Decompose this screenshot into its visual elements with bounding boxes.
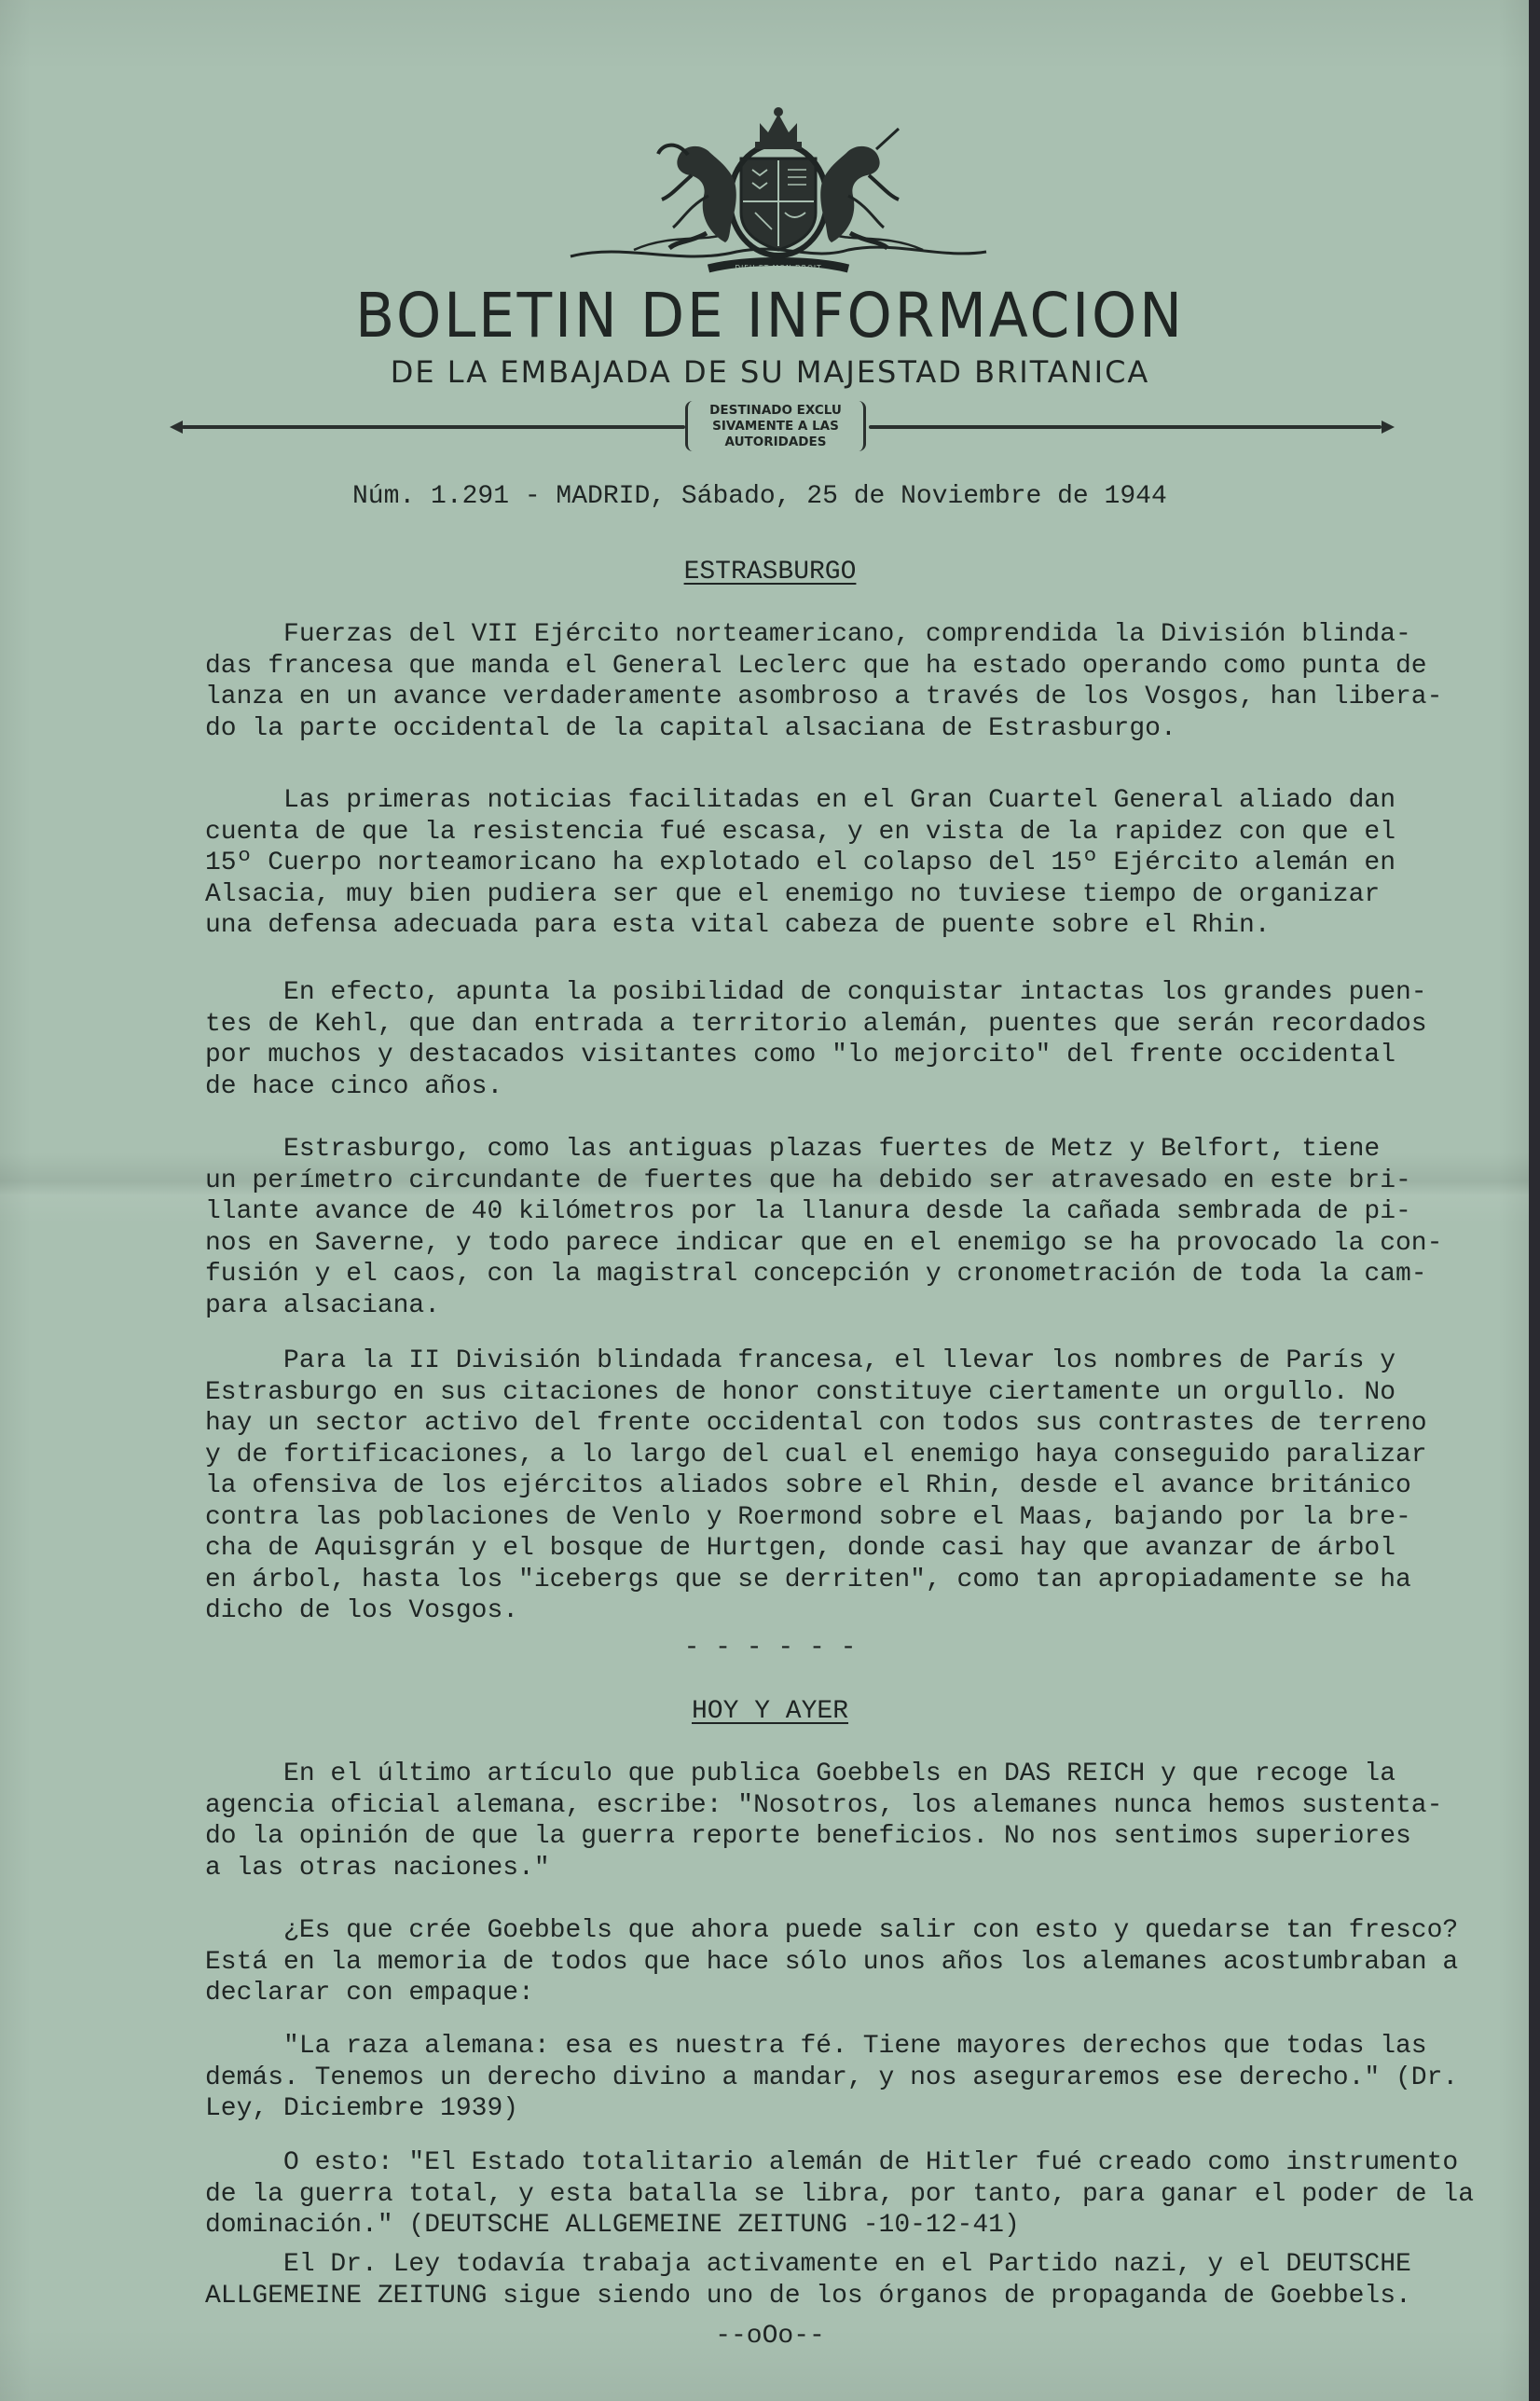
royal-coat-of-arms-icon [569,103,988,280]
text-line: llante avance de 40 kilómetros por la llanura desde la cañada sembrada de pi- [205,1197,1411,1226]
paragraph [205,1759,1443,1884]
distribution-note-line: AUTORIDADES [724,435,827,449]
masthead-rule-left [182,425,685,429]
text-line: a las otras naciones." [205,1853,550,1883]
text-line: cuenta de que la resistencia fué escasa, y en vista de la rapidez con que el [205,817,1396,847]
text-line: para alsaciana. [205,1290,441,1320]
text-line: de la guerra total, y esta batalla se libra, por tanto, para ganar el poder de la [205,2179,1475,2209]
text-line: lanza en un avance verdaderamente asombroso a través de los Vosgos, han libera- [205,683,1443,711]
text-line: nos en Saverne, y todo parece indicar que en el enemigo se ha provocado la con- [205,1228,1443,1258]
paragraph [205,785,1417,942]
distribution-note-line: SIVAMENTE A LAS [712,419,839,434]
text-line: agencia oficial alemana, escribe: "Nosotros, los alemanes nunca hemos sustenta- [205,1790,1443,1820]
text-line: demás. Tenemos un derecho divino a mandar, y nos aseguraremos ese derecho." (Dr. [205,2063,1459,2092]
text-line: En el último artículo que publica Goebbels en DAS REICH y que recoge la [205,1759,1396,1788]
text-line: de hace cinco años. [205,1071,503,1101]
text-line: declarar con empaque: [205,1979,534,2008]
text-line: dominación." (DEUTSCHE ALLGEMEINE ZEITUNG -10-12-41) [205,2211,1020,2240]
text-line: "La raza alemana: esa es nuestra fé. Tiene mayores derechos que todas las [205,2032,1427,2061]
dateline: Núm. 1.291 - MADRID, Sábado, 25 de Noviembre de 1944 [352,482,1167,511]
paragraph [205,2147,1475,2242]
text-line: do la opinión de que la guerra reporte beneficios. No nos sentimos superiores [205,1822,1411,1851]
paragraph [205,2249,1417,2311]
paragraph [205,619,1443,744]
paragraph [205,1345,1427,1627]
text-line: la ofensiva de los ejércitos aliados sobre el Rhin, desde el avance británico [205,1471,1411,1500]
text-line: Está en la memoria de todos que hace sólo unos años los alemanes acostumbraban a [205,1947,1459,1977]
text-line: por muchos y destacados visitantes como "lo mejorcito" del frente occidental [205,1041,1396,1069]
text-line: Estrasburgo, como las antiguas plazas fuertes de Metz y Belfort, tiene [205,1135,1381,1164]
text-line: y de fortificaciones, a lo largo del cual el enemigo haya conseguido paralizar [205,1440,1427,1470]
crest-motto: DIEU ET MON DROIT [735,264,822,272]
text-line: El Dr. Ley todavía trabaja activamente en el Partido nazi, y el DEUTSCHE [205,2250,1411,2279]
text-line: cha de Aquisgrán y el bosque de Hurtgen, donde casi hay que avanzar de árbol [205,1534,1396,1563]
distribution-note [685,401,866,451]
text-line: do la parte occidental de la capital alsaciana de Estrasburgo. [205,713,1176,743]
masthead-rule-right-tip [1382,421,1395,434]
text-line: ALLGEMEINE ZEITUNG sigue siendo uno de los órganos de propaganda de Goebbels. [205,2281,1411,2311]
text-line: Alsacia, muy bien pudiera ser que el enemigo no tuviese tiempo de organizar [205,879,1381,909]
text-line: Estrasburgo en sus citaciones de honor constituye ciertamente un orgullo. No [205,1377,1396,1407]
paragraph [205,2031,1459,2125]
text-line: contra las poblaciones de Venlo y Roermond sobre el Maas, bajando por la bre- [205,1502,1411,1532]
text-line: un perímetro circundante de fuertes que ha debido ser atravesado en este bri- [205,1166,1411,1195]
text-line: dicho de los Vosgos. [205,1596,519,1625]
text-line: En efecto, apunta la posibilidad de conquistar intactas los grandes puen- [205,978,1427,1007]
text-line: Las primeras noticias facilitadas en el Gran Cuartel General aliado dan [205,786,1396,815]
text-line: hay un sector activo del frente occidental con todos sus contrastes de terreno [205,1409,1427,1438]
masthead-rule-left-tip [170,421,183,434]
paragraph [205,977,1427,1102]
text-line: das francesa que manda el General Leclerc que ha estado operando como punta de [205,651,1427,681]
paragraph [205,1134,1443,1321]
section-separator: - - - - - - [683,1634,857,1663]
masthead-title: BOLETIN DE INFORMACION [355,280,1185,352]
end-mark: --oOo-- [715,2322,825,2351]
text-line: Para la II División blindada francesa, el llevar los nombres de París y [205,1346,1396,1375]
paragraph [205,1915,1459,2009]
text-line: Ley, Diciembre 1939) [205,2094,519,2123]
text-line: 15º Cuerpo norteamoricano ha explotado el colapso del 15º Ejército alemán en [205,849,1396,877]
text-line: Fuerzas del VII Ejército norteamericano, comprendida la División blinda- [205,620,1411,649]
masthead-rule-right [869,425,1382,429]
distribution-note-line: DESTINADO EXCLU [709,403,842,418]
masthead-subtitle: DE LA EMBAJADA DE SU MAJESTAD BRITANICA [390,354,1150,390]
text-line: fusión y el caos, con la magistral concepción y cronometración de toda la cam- [205,1260,1427,1289]
text-line: O esto: "El Estado totalitario alemán de Hitler fué creado como instrumento [205,2148,1459,2177]
text-line: ¿Es que crée Goebbels que ahora puede salir con esto y quedarse tan fresco? [205,1916,1459,1945]
text-line: tes de Kehl, que dan entrada a territorio alemán, puentes que serán recordados [205,1009,1427,1039]
section-heading-hoy-y-ayer: HOY Y AYER [691,1697,849,1726]
text-line: una defensa adecuada para esta vital cabeza de puente sobre el Rhin. [205,911,1271,940]
section-heading-estrasburgo: ESTRASBURGO [683,558,857,586]
text-line: en árbol, hasta los "icebergs que se derriten", como tan apropiadamente se ha [205,1565,1411,1594]
